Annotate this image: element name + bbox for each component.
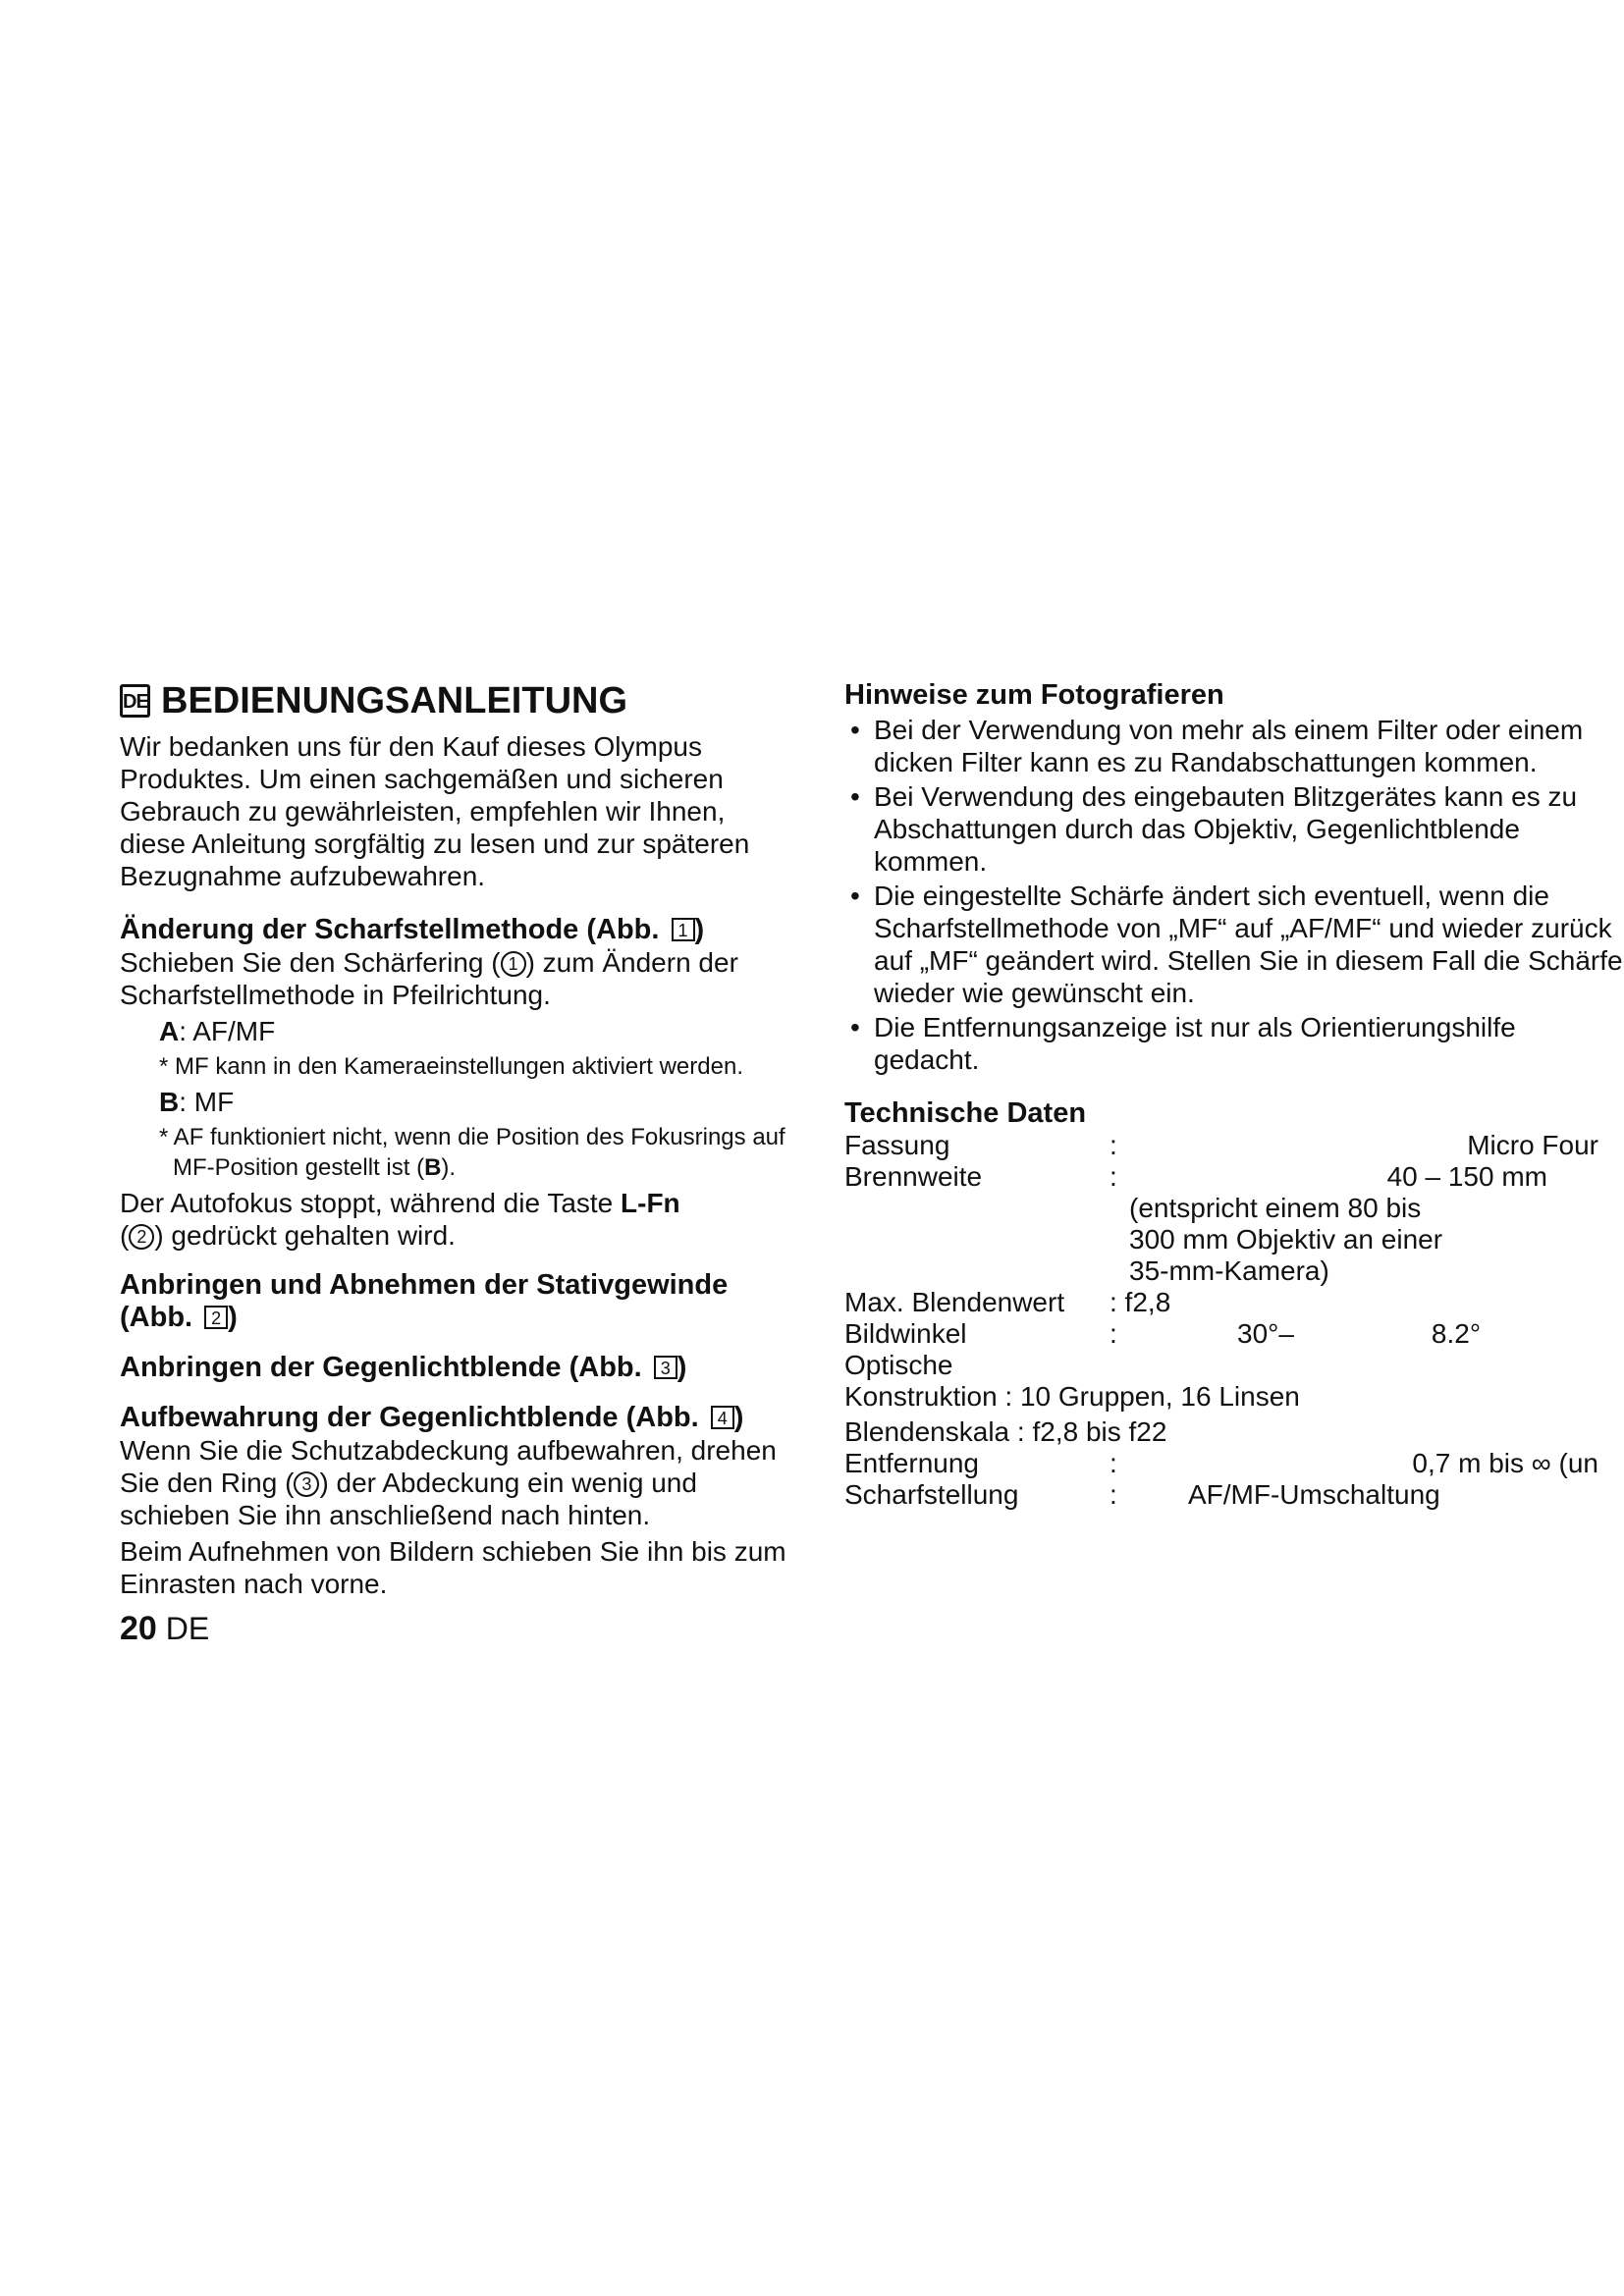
de-flag-icon: DE	[120, 684, 150, 718]
table-row: Optische	[844, 1350, 953, 1380]
autofocus-text: Der Autofokus stoppt, während die Taste L-Fn ( 2 ) gedrückt gehalten wird.	[120, 1188, 680, 1251]
hints-heading: Hinweise zum Fotografieren	[844, 679, 1224, 711]
table-row: Scharfstellung : AF/MF-Umschaltung	[844, 1479, 1440, 1510]
table-row: Bildwinkel : 30°– 8.2°	[844, 1318, 1482, 1349]
focus-text: Schieben Sie den Schärfering ( 1 ) zum Ändern der Scharfstellmethode in Pfeilrichtung.	[120, 947, 738, 1010]
section-hood-storage-heading: Aufbewahrung der Gegenlichtblende (Abb. 4 )	[120, 1402, 744, 1433]
note-a: * MF kann in den Kameraeinstellungen aktiviert werden.	[159, 1053, 743, 1080]
callout-circle-icon: 1	[501, 951, 526, 977]
table-row: Entfernung : 0,7 m bis ∞ (un	[844, 1448, 1598, 1478]
callout-circle-icon: 3	[294, 1471, 319, 1497]
hood-storage-text-2: Beim Aufnehmen von Bildern schieben Sie ihn bis zum Einrasten nach vorne.	[120, 1536, 786, 1599]
spec-table	[844, 1130, 1598, 1511]
figure-ref-icon: 2	[204, 1306, 228, 1329]
note-b: * AF funktioniert nicht, wenn die Position des Fokusrings auf MF-Position gestellt ist (B).	[159, 1124, 785, 1181]
list-item: • Bei Verwendung des eingebauten Blitzgerätes kann es zu Abschattungen durch das Objektiv, Gegenlichtblende kommen.	[850, 781, 1578, 877]
option-b: B: MF	[159, 1087, 235, 1117]
section-focus-heading: Änderung der Scharfstellmethode (Abb. 1 )	[120, 914, 705, 945]
figure-ref-icon: 4	[711, 1406, 734, 1429]
table-row: Max. Blendenwert : f2,8	[844, 1287, 1171, 1317]
hints-list	[844, 714, 1624, 1076]
list-item: • Die eingestellte Schärfe ändert sich eventuell, wenn die Scharfstellmethode von „MF“ auf „AF/MF“ und wieder zurück auf „MF“ geändert wird. Stellen Sie in diesem Fall die Schärfe wieder wie gewünscht ein.	[850, 881, 1623, 1008]
intro-text: Wir bedanken uns für den Kauf dieses Olympus Produktes. Um einen sachgemäßen und sicheren Gebrauch zu gewährleisten, empfehlen wir Ihnen, diese Anleitung sorgfältig zu lesen und zur späteren Bezugnahme aufzubewahren.	[120, 731, 750, 891]
table-row: Fassung : Micro Four	[844, 1130, 1598, 1160]
page-title	[120, 679, 797, 722]
option-a: A: AF/MF	[159, 1016, 276, 1046]
right-column	[844, 679, 1624, 1511]
figure-ref-icon: 1	[672, 918, 695, 941]
title-text: BEDIENUNGSANLEITUNG	[161, 680, 628, 721]
hood-storage-text: Wenn Sie die Schutzabdeckung aufbewahren, drehen Sie den Ring ( 3 ) der Abdeckung ein wenig und schieben Sie ihn anschließend nach hinten.	[120, 1435, 777, 1530]
left-column	[120, 679, 797, 1600]
tech-heading: Technische Daten	[844, 1097, 1087, 1129]
table-row: Konstruktion : 10 Gruppen, 16 Linsen	[844, 1381, 1300, 1412]
page-number: 20 DE	[120, 1610, 210, 1647]
section-hood-heading: Anbringen der Gegenlichtblende (Abb. 3 )	[120, 1352, 687, 1383]
table-row: (entspricht einem 80 bis 300 mm Objektiv an einer 35-mm-Kamera)	[1129, 1193, 1443, 1286]
table-row: Blendenskala : f2,8 bis f22	[844, 1416, 1167, 1447]
table-row: Brennweite : 40 – 150 mm	[844, 1161, 1547, 1192]
spec-table-wrap	[844, 1130, 1610, 1511]
callout-circle-icon: 2	[129, 1224, 154, 1250]
list-item: • Bei der Verwendung von mehr als einem Filter oder einem dicken Filter kann es zu Randabschattungen kommen.	[850, 715, 1584, 777]
figure-ref-icon: 3	[654, 1356, 677, 1379]
section-tripod-heading: Anbringen und Abnehmen der Stativgewinde (Abb. 2 )	[120, 1269, 729, 1333]
list-item: • Die Entfernungsanzeige ist nur als Orientierungshilfe gedacht.	[850, 1012, 1516, 1075]
